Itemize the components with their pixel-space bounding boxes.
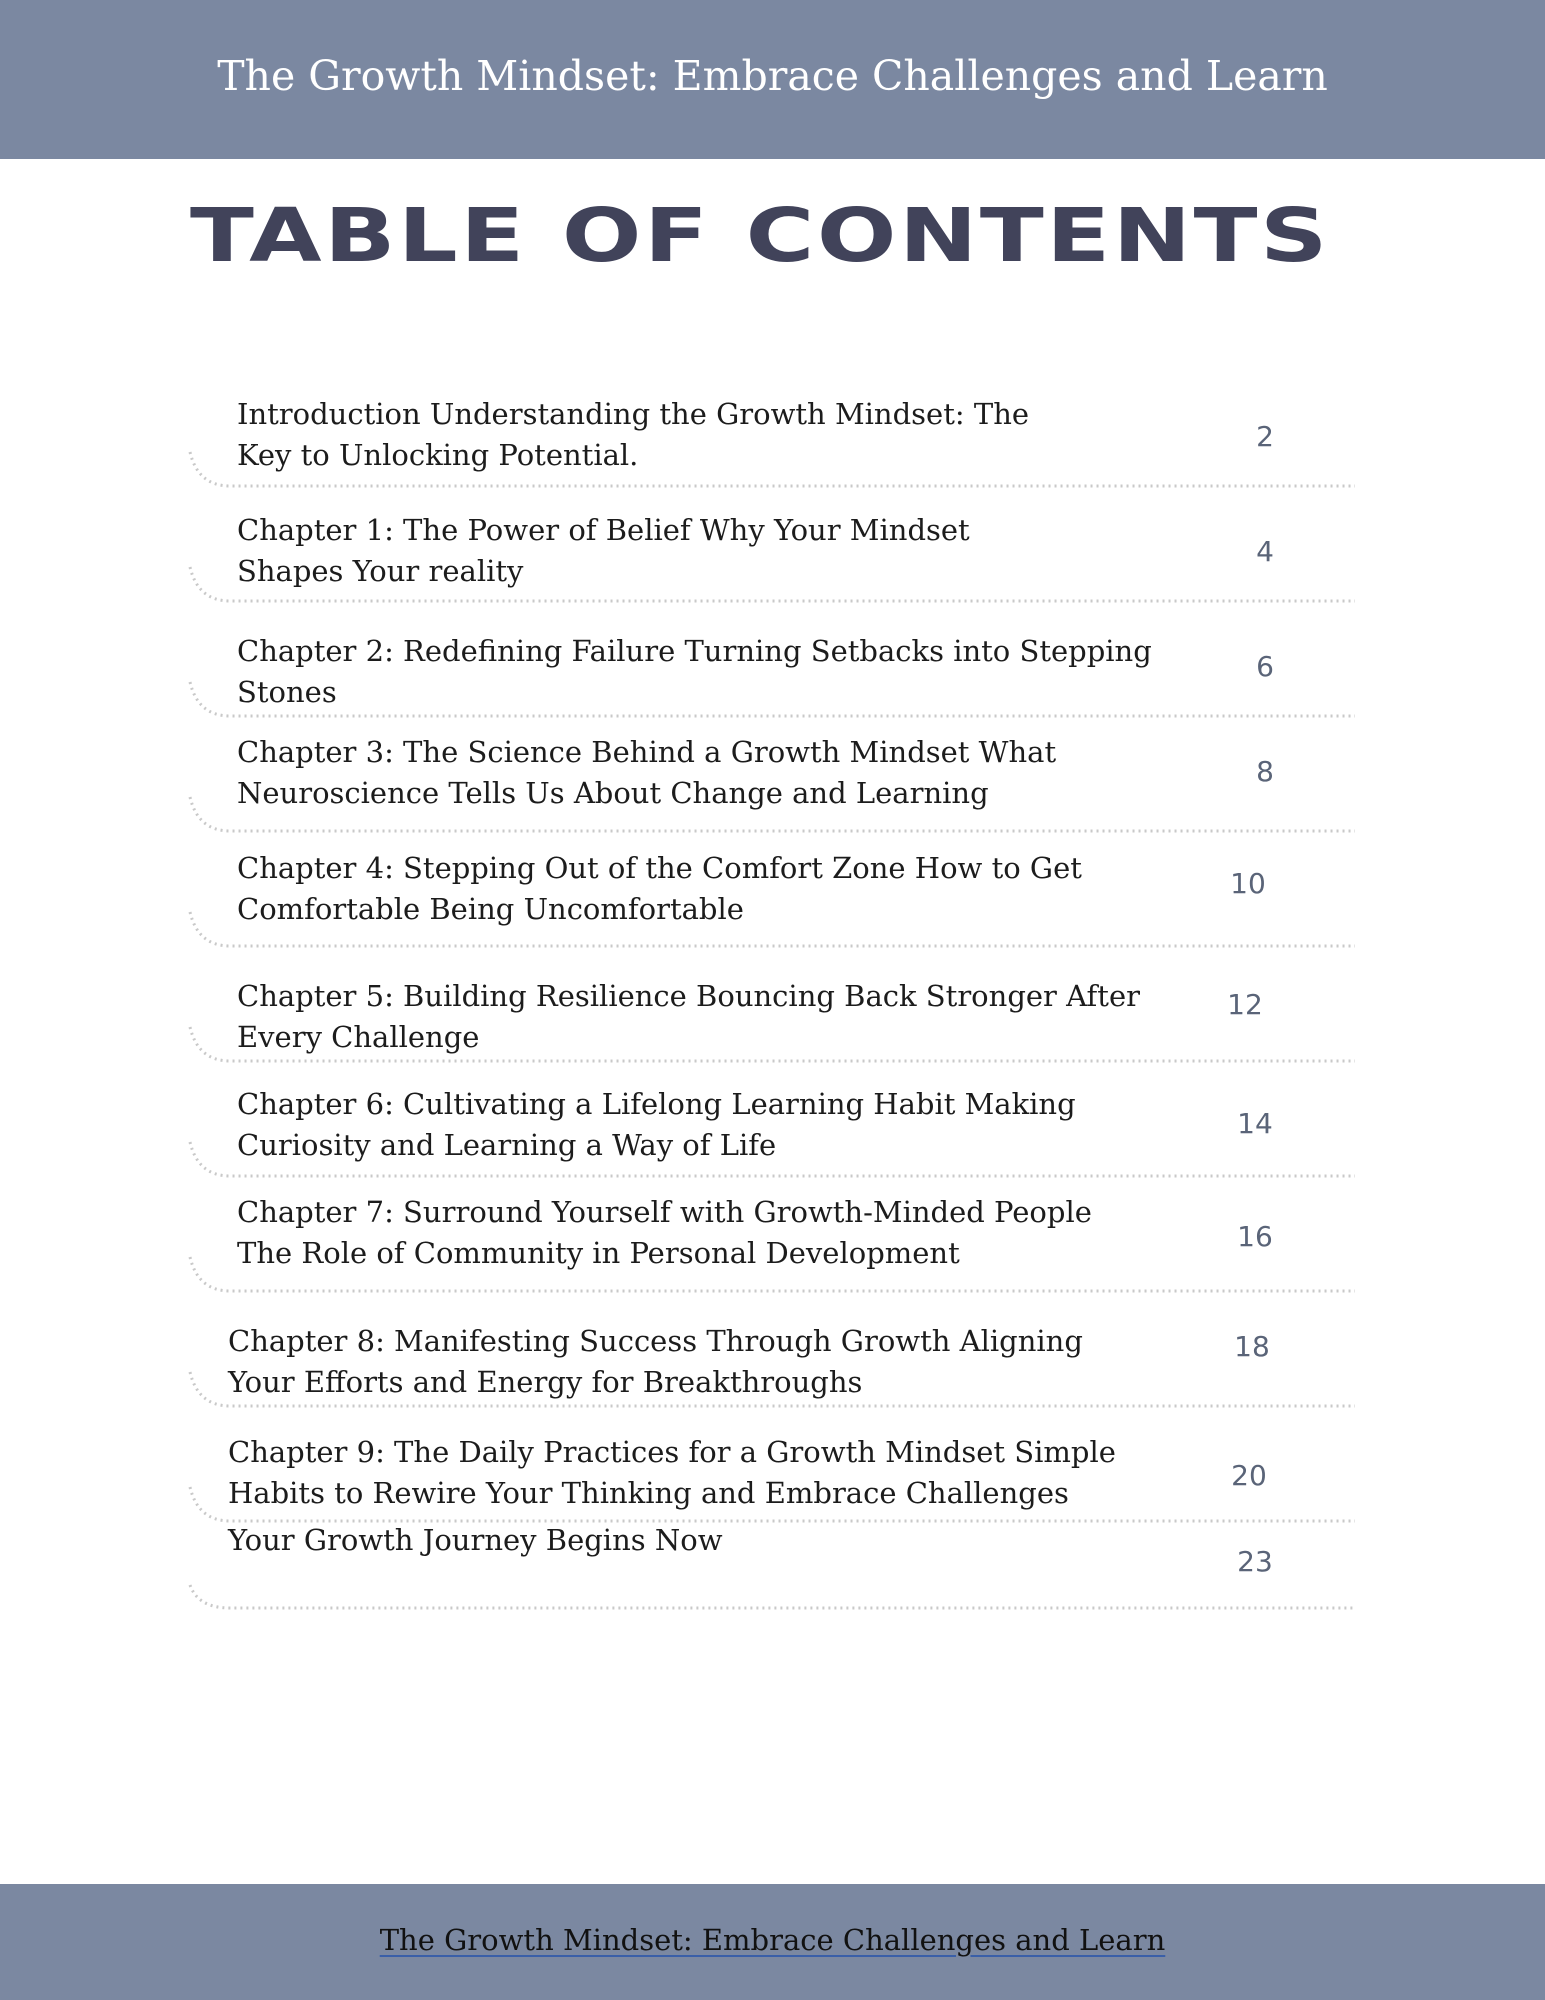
toc-entry[interactable]	[190, 949, 1355, 1064]
toc-entry[interactable]	[190, 604, 1355, 719]
toc-heading-svg	[190, 185, 1330, 275]
toc-entry-title: Chapter 3: The Science Behind a Growth Mindset What Neuroscience Tells Us About Change and Learning	[237, 735, 1057, 810]
toc-entry-page: 10	[1230, 867, 1266, 900]
toc-entry-title: Introduction Understanding the Growth Mindset: The Key to Unlocking Potential.	[237, 397, 1030, 472]
toc-entry[interactable]	[190, 719, 1355, 834]
toc-entry[interactable]	[190, 1064, 1355, 1179]
toc-entry[interactable]	[190, 489, 1355, 604]
toc-heading-text: TABLE OF CONTENTS	[190, 193, 1330, 275]
toc-entry-page: 6	[1256, 650, 1274, 683]
footer-title[interactable]: The Growth Mindset: Embrace Challenges and Learn	[379, 1923, 1166, 1957]
toc-entry-page: 8	[1256, 755, 1274, 788]
toc-entry-title: Chapter 7: Surround Yourself with Growth-Minded People The Role of Community in Personal Development	[237, 1195, 1092, 1270]
toc-entry[interactable]	[190, 374, 1355, 489]
toc-entry-page: 4	[1256, 535, 1274, 568]
toc-entry-page: 23	[1237, 1545, 1273, 1578]
header-title: The Growth Mindset: Embrace Challenges and Learn	[217, 52, 1328, 100]
toc-entry-page: 14	[1237, 1107, 1273, 1140]
toc-entry[interactable]	[190, 1294, 1355, 1409]
toc-entry-title: Chapter 8: Manifesting Success Through Growth Aligning Your Efforts and Energy for Breakthroughs	[228, 1324, 1083, 1399]
toc-entry-page: 2	[1256, 420, 1274, 453]
toc-entry-page: 20	[1231, 1459, 1267, 1492]
toc-heading	[190, 185, 1330, 275]
toc-entry-title: Chapter 4: Stepping Out of the Comfort Zone How to Get Comfortable Being Uncomfortable	[237, 851, 1082, 926]
toc-entry-title: Chapter 5: Building Resilience Bouncing Back Stronger After Every Challenge	[237, 979, 1140, 1054]
toc-entry[interactable]	[190, 1497, 1355, 1609]
toc-entry-title: Chapter 9: The Daily Practices for a Growth Mindset Simple Habits to Rewire Your Thinking and Embrace Challenges	[228, 1435, 1116, 1510]
toc-entry-page: 18	[1234, 1330, 1270, 1363]
toc-entry-page: 12	[1227, 988, 1263, 1021]
toc-entry-title: Chapter 6: Cultivating a Lifelong Learning Habit Making Curiosity and Learning a Way of Life	[237, 1087, 1076, 1162]
toc-entry-title: Chapter 1: The Power of Belief Why Your Mindset Shapes Your reality	[237, 513, 970, 588]
toc-entry-title: Your Growth Journey Begins Now	[228, 1523, 723, 1557]
toc-entry-title: Chapter 2: Redefining Failure Turning Setbacks into Stepping Stones	[237, 634, 1152, 709]
toc-entry-page: 16	[1237, 1220, 1273, 1253]
toc-entry[interactable]	[190, 1179, 1355, 1294]
toc-entry[interactable]	[190, 834, 1355, 949]
